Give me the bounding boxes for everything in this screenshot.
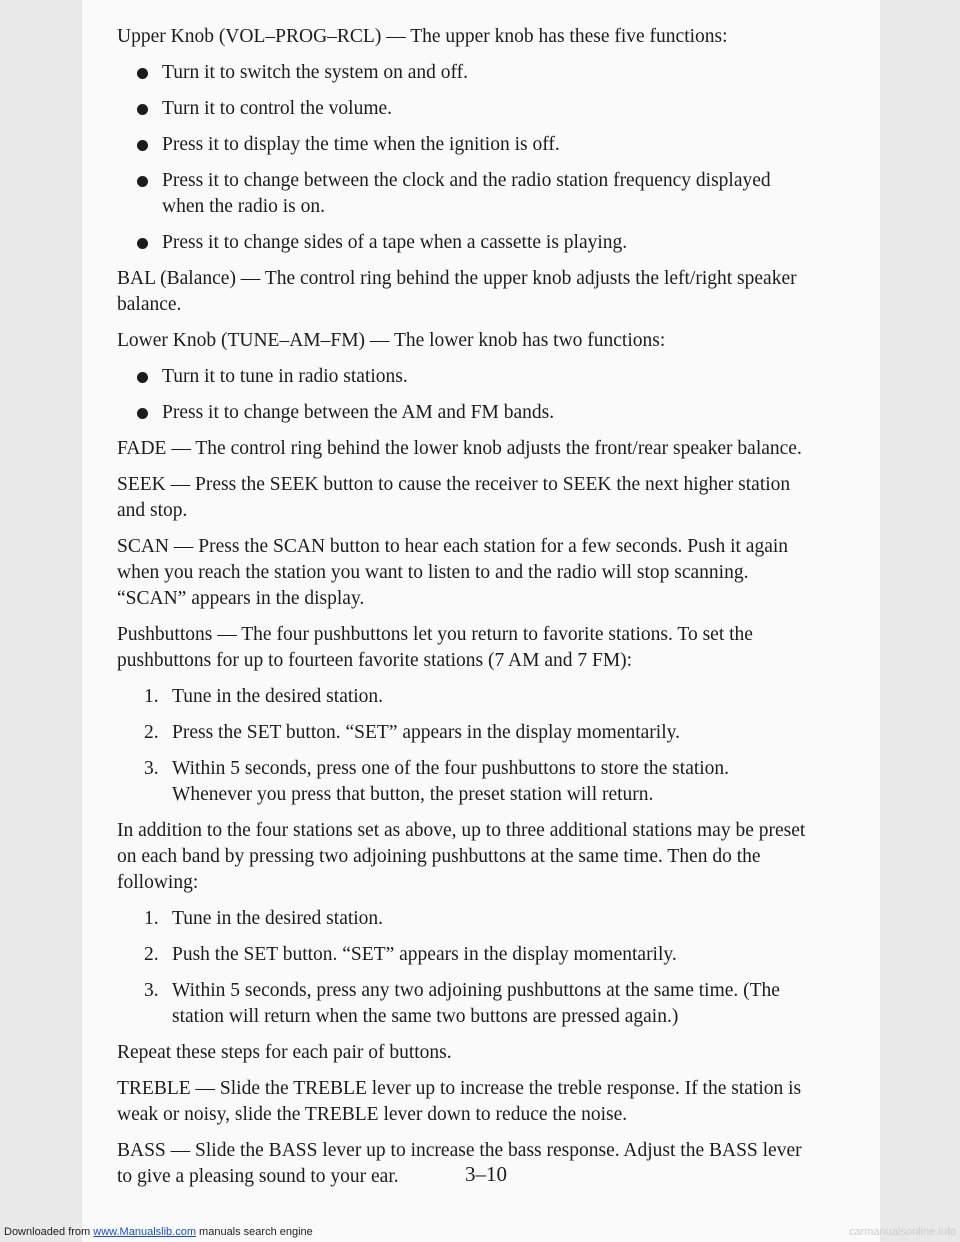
list-item: Turn it to tune in radio stations.: [137, 364, 807, 390]
list-item: Turn it to switch the system on and off.: [137, 60, 807, 86]
repeat-paragraph: Repeat these steps for each pair of buttons.: [117, 1042, 452, 1063]
left-margin-band: [0, 0, 82, 1242]
treble-paragraph: TREBLE — Slide the TREBLE lever up to increase the treble response. If the station is weak or noisy, slide the TREBLE lever down to reduce the noise.: [117, 1078, 802, 1125]
additional-intro: In addition to the four stations set as above, up to three additional stations may be preset on each band by pressing two adjoining pushbuttons at the same time. Then do the following:: [117, 820, 806, 893]
list-item: Press it to display the time when the ignition is off.: [137, 132, 807, 158]
bullet-icon: [137, 176, 148, 187]
bullet-icon: [137, 104, 148, 115]
lower-knob-list: [117, 364, 807, 426]
seek-paragraph: SEEK — Press the SEEK button to cause the receiver to SEEK the next higher station and stop.: [117, 474, 791, 521]
bullet-icon: [137, 140, 148, 151]
watermark: carmanualsonline.info: [848, 1226, 956, 1238]
balance-paragraph: BAL (Balance) — The control ring behind the upper knob adjusts the left/right speaker balance.: [117, 268, 797, 315]
pushbuttons-steps: [117, 684, 807, 808]
scan-paragraph: SCAN — Press the SCAN button to hear each station for a few seconds. Push it again when you reach the station you want to listen to and the radio will stop scanning. “SCAN” appears in the display.: [117, 536, 789, 609]
bullet-icon: [137, 372, 148, 383]
list-item: Press it to change sides of a tape when a cassette is playing.: [137, 230, 807, 256]
bullet-icon: [137, 238, 148, 249]
page-content: [117, 24, 807, 1200]
right-margin-band: [880, 0, 960, 1242]
list-item: Press it to change between the AM and FM bands.: [137, 400, 807, 426]
step-item: 1. Tune in the desired station.: [144, 908, 384, 929]
additional-steps: [117, 906, 807, 1030]
lower-knob-intro: Lower Knob (TUNE–AM–FM) — The lower knob has two functions:: [117, 330, 666, 351]
step-item: 3. Within 5 seconds, press any two adjoining pushbuttons at the same time. (The station will return when the same two buttons are pressed again.): [144, 980, 780, 1027]
step-item: 1. Tune in the desired station.: [144, 686, 384, 707]
upper-knob-intro: Upper Knob (VOL–PROG–RCL) — The upper knob has these five functions:: [117, 26, 728, 47]
list-item: Turn it to control the volume.: [137, 96, 807, 122]
page-number: 3–10: [465, 1162, 507, 1186]
download-footer: Downloaded from www.Manualslib.com manuals search engine: [4, 1226, 313, 1238]
step-item: 3. Within 5 seconds, press one of the four pushbuttons to store the station. Whenever you press that button, the preset station will return.: [144, 758, 730, 805]
bullet-icon: [137, 68, 148, 79]
manual-page: [82, 0, 880, 1242]
bullet-icon: [137, 408, 148, 419]
bass-paragraph: BASS — Slide the BASS lever up to increase the bass response. Adjust the BASS lever to give a pleasing sound to your ear.: [117, 1140, 802, 1187]
fade-paragraph: FADE — The control ring behind the lower knob adjusts the front/rear speaker balance.: [117, 438, 802, 459]
upper-knob-list: [117, 60, 807, 256]
list-item: Press it to change between the clock and the radio station frequency displayed when the radio is on.: [137, 168, 807, 220]
manualslib-link[interactable]: www.Manualslib.com: [93, 1226, 196, 1238]
step-item: 2. Press the SET button. “SET” appears in the display momentarily.: [144, 722, 680, 743]
step-item: 2. Push the SET button. “SET” appears in the display momentarily.: [144, 944, 677, 965]
pushbuttons-intro: Pushbuttons — The four pushbuttons let you return to favorite stations. To set the pushbuttons for up to fourteen favorite stations (7 AM and 7 FM):: [117, 624, 753, 671]
